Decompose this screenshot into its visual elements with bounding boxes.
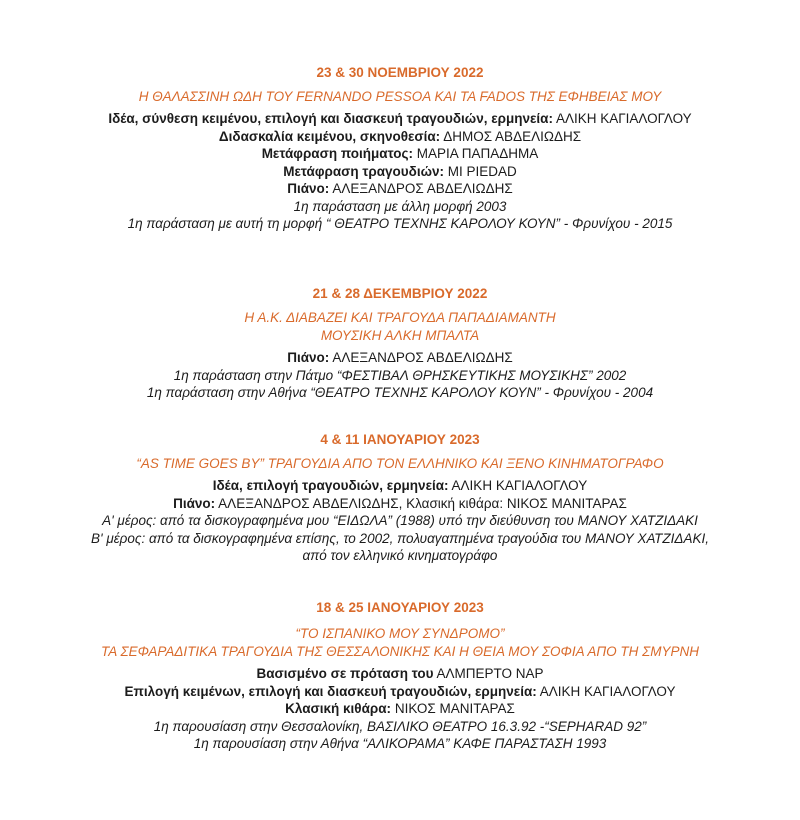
credit-value: ΑΛΕΞΑΝΔΡΟΣ ΑΒΔΕΛΙΩΔΗΣ, Κλασική κιθάρα: ΝΙΚΟΣ ΜΑΝΙΤΑΡΑΣ: [215, 495, 627, 511]
event-note: Α' μέρος: από τα δισκογραφημένα μου “ΕΙΔΩΛΑ” (1988) υπό την διεύθυνση του ΜΑΝΟΥ ΧΑΤΖΙΔΑΚΙ: [102, 513, 698, 528]
credit-value: ΑΛΙΚΗ ΚΑΓΙΑΛΟΓΛΟΥ: [552, 111, 692, 126]
credit-line: [0, 495, 800, 513]
credit-value: ΔΗΜΟΣ ΑΒΔΕΛΙΩΔΗΣ: [440, 128, 582, 144]
event-3: [0, 431, 800, 565]
event-note: 1η παράσταση με άλλη μορφή 2003: [293, 198, 507, 214]
credit-line: [0, 477, 800, 495]
credit-label: Επιλογή κειμένων, επιλογή και διασκευή τραγουδιών, ερμηνεία:: [124, 683, 537, 699]
credit-label: Πιάνο:: [287, 350, 330, 365]
event-2: [0, 285, 800, 402]
credit-line: [0, 700, 800, 718]
credit-line: [0, 683, 800, 701]
credit-value: ΑΛΙΚΗ ΚΑΓΙΑΛΟΓΛΟΥ: [448, 478, 588, 493]
event-note: από τον ελληνικό κινηματογράφο: [302, 548, 498, 563]
credit-label: Διδασκαλία κειμένου, σκηνοθεσία:: [218, 128, 441, 144]
event-date: 18 & 25 ΙΑΝΟΥΑΡΙΟΥ 2023: [316, 600, 484, 615]
credit-line: [0, 180, 800, 198]
event-title: ΤΑ ΣΕΦΑΡΑΔΙΤΙΚΑ ΤΡΑΓΟΥΔΙΑ ΤΗΣ ΘΕΣΣΑΛΟΝΙΚΗΣ ΚΑΙ Η ΘΕΙΑ ΜΟΥ ΣΟΦΙΑ ΑΠΟ ΤΗ ΣΜΥΡΝΗ: [101, 644, 699, 659]
credit-line: [0, 665, 800, 683]
credit-line: [0, 163, 800, 181]
credit-label: Πιάνο:: [173, 495, 216, 511]
credit-label: Ιδέα, επιλογή τραγουδιών, ερμηνεία:: [212, 478, 449, 493]
event-note: 1η παράσταση στην Πάτμο “ΦΕΣΤΙΒΑΛ ΘΡΗΣΚΕΥΤΙΚΗΣ ΜΟΥΣΙΚΗΣ” 2002: [173, 367, 627, 383]
event-title: “ΤΟ ΙΣΠΑΝΙΚΟ ΜΟΥ ΣΥΝΔΡΟΜΟ”: [295, 626, 505, 641]
event-4: [0, 599, 800, 753]
event-title: ΜΟΥΣΙΚΗ ΑΛΚΗ ΜΠΑΛΤΑ: [320, 328, 480, 343]
credit-label: Πιάνο:: [287, 181, 330, 196]
event-note: 1η παράσταση στην Αθήνα “ΘΕΑΤΡΟ ΤΕΧΝΗΣ ΚΑΡΟΛΟΥ ΚΟΥΝ” - Φρυνίχου - 2004: [146, 385, 654, 400]
credit-label: Ιδέα, σύνθεση κειμένου, επιλογή και διασκευή τραγουδιών, ερμηνεία:: [108, 111, 553, 126]
credit-value: ΑΛΕΞΑΝΔΡΟΣ ΑΒΔΕΛΙΩΔΗΣ: [329, 181, 513, 196]
event-title: “AS TIME GOES BY” ΤΡΑΓΟΥΔΙΑ ΑΠΟ ΤΟΝ ΕΛΛΗΝΙΚΟ ΚΑΙ ΞΕΝΟ ΚΙΝΗΜΑΤΟΓΡΑΦΟ: [136, 456, 664, 471]
event-title: Η ΘΑΛΑΣΣΙΝΗ ΩΔΗ ΤΟΥ FERNANDO PESSOA ΚΑΙ ΤΑ FADOS ΤΗΣ ΕΦΗΒΕΙΑΣ ΜΟΥ: [138, 89, 662, 104]
event-title: Η Α.Κ. ΔΙΑΒΑΖΕΙ ΚΑΙ ΤΡΑΓΟΥΔΑ ΠΑΠΑΔΙΑΜΑΝΤΗ: [244, 310, 556, 325]
event-note: 1η παρουσίαση στην Αθήνα “ΑΛΙΚΟΡΑΜΑ” ΚΑΦΕ ΠΑΡΑΣΤΑΣΗ 1993: [193, 736, 607, 751]
event-note: Β' μέρος: από τα δισκογραφημένα επίσης, το 2002, πολυαγαπημένα τραγούδια του ΜΑΝΟΥ ΧΑΤΖΙΔΑΚΙ,: [90, 530, 709, 546]
credit-value: ΜΑΡΙΑ ΠΑΠΑΔΗΜΑ: [413, 146, 539, 161]
event-note: 1η παράσταση με αυτή τη μορφή “ ΘΕΑΤΡΟ ΤΕΧΝΗΣ ΚΑΡΟΛΟΥ ΚΟΥΝ” - Φρυνίχου - 2015: [127, 216, 673, 231]
credit-label: Μετάφραση τραγουδιών:: [283, 163, 444, 179]
credit-label: Μετάφραση ποιήματος:: [261, 146, 414, 161]
credit-line: [0, 145, 800, 163]
credit-line: [0, 128, 800, 146]
credit-label: Κλασική κιθάρα:: [285, 701, 392, 716]
credit-label: Βασισμένο σε πρόταση του: [256, 666, 434, 681]
event-date: 23 & 30 ΝΟΕΜΒΡΙΟΥ 2022: [316, 65, 484, 80]
credit-value: ΑΛΕΞΑΝΔΡΟΣ ΑΒΔΕΛΙΩΔΗΣ: [329, 350, 513, 365]
credit-value: ΑΛΙΚΗ ΚΑΓΙΑΛΟΓΛΟΥ: [536, 683, 676, 699]
event-date: 21 & 28 ΔΕΚΕΜΒΡΙΟΥ 2022: [312, 286, 488, 301]
credit-value: ΑΛΜΠΕΡΤΟ ΝΑΡ: [433, 666, 544, 681]
event-1: [0, 64, 800, 233]
credit-value: ΜΙ PIEDAD: [444, 163, 517, 179]
credit-value: ΝΙΚΟΣ ΜΑΝΙΤΑΡΑΣ: [391, 701, 515, 716]
credit-line: [0, 349, 800, 367]
credit-line: [0, 110, 800, 128]
event-note: 1η παρουσίαση στην Θεσσαλονίκη, ΒΑΣΙΛΙΚΟ ΘΕΑΤΡΟ 16.3.92 -“SEPHARAD 92”: [153, 718, 647, 734]
event-date: 4 & 11 ΙΑΝΟΥΑΡΙΟΥ 2023: [320, 432, 480, 447]
